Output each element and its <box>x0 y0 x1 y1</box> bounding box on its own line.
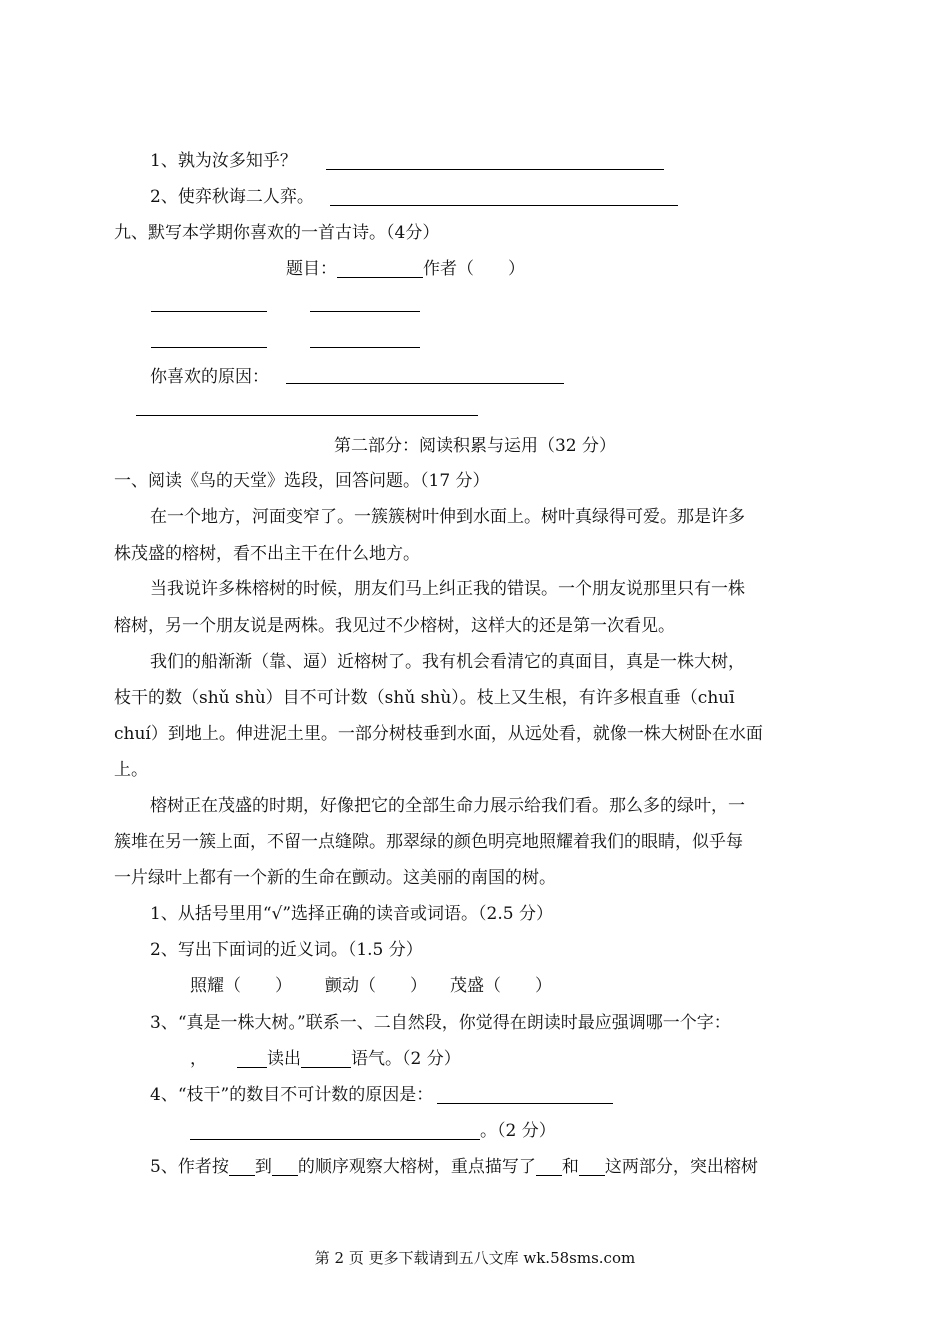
poem-line-2a-blank[interactable] <box>151 347 267 348</box>
reading-q1-heading: 一、阅读《鸟的天堂》选段，回答问题。（17 分） <box>114 471 490 491</box>
question-5-blank-1[interactable] <box>229 1158 255 1176</box>
passage-line-2: 株茂盛的榕树，看不出主干在什么地方。 <box>114 544 420 564</box>
passage-line-7: chuí）到地上。伸进泥土里。一部分树枝垂到水面，从远处看，就像一株大树卧在水面 <box>114 724 763 744</box>
question-4-score: 。（2 分） <box>480 1121 556 1141</box>
question-5-blank-3[interactable] <box>536 1158 562 1176</box>
question-2: 2、写出下面词的近义词。（1.5 分） <box>150 940 423 960</box>
passage-line-1: 在一个地方，河面变窄了。一簇簇树叶伸到水面上。树叶真绿得可爱。那是许多 <box>150 507 745 527</box>
poem-title-label: 题目： <box>286 259 337 279</box>
page-footer: 第 2 页 更多下载请到五八文库 wk.58sms.com <box>314 1249 636 1267</box>
question-4-continuation <box>190 1119 556 1143</box>
passage-line-4: 榕树，另一个朋友说是两株。我见过不少榕树，这样大的还是第一次看见。 <box>114 616 675 636</box>
q8-1-line <box>150 149 297 173</box>
passage-line-10: 簇堆在另一簇上面，不留一点缝隙。那翠绿的颜色明亮地照耀着我们的眼睛，似乎每 <box>114 832 743 852</box>
passage-line-5: 我们的船渐渐（靠、逼）近榕树了。我有机会看清它的真面目，真是一株大树， <box>150 652 745 672</box>
passage-line-11: 一片绿叶上都有一个新的生命在颤动。这美丽的南国的树。 <box>114 868 556 888</box>
passage-line-3: 当我说许多株榕树的时候，朋友们马上纠正我的错误。一个朋友说那里只有一株 <box>150 579 745 599</box>
poem-title-line <box>286 257 525 281</box>
reason-blank-1[interactable] <box>286 383 564 384</box>
question-5 <box>150 1155 758 1179</box>
question-3: 3、“真是一株大树。”联系一、二自然段，你觉得在朗读时最应强调哪一个字： <box>150 1013 731 1033</box>
question-1: 1、从括号里用“√”选择正确的读音或词语。（2.5 分） <box>150 904 553 924</box>
question-3-tone-blank[interactable] <box>301 1050 351 1068</box>
q8-2-answer-blank[interactable] <box>330 205 678 206</box>
question-4-blank-1[interactable] <box>437 1086 613 1104</box>
q8-1-answer-blank[interactable] <box>326 169 664 170</box>
poem-author-label: 作者（ ） <box>423 259 525 279</box>
question-5-part-b: 到 <box>254 1157 272 1177</box>
question-5-blank-4[interactable] <box>579 1158 605 1176</box>
synonym-word-3: 茂盛（ ） <box>450 976 552 996</box>
question-3-word-blank[interactable] <box>237 1050 267 1068</box>
poem-line-1b-blank[interactable] <box>310 311 420 312</box>
question-3-tone-label: 语气。（2 分） <box>351 1049 461 1069</box>
poem-title-blank[interactable] <box>337 260 423 278</box>
section9-heading: 九、默写本学期你喜欢的一首古诗。（4分） <box>114 223 440 243</box>
passage-line-6: 枝干的数（shǔ shù）目不可计数（shǔ shù）。枝上又生根，有许多根直垂（chuī <box>114 688 735 708</box>
q8-1-text: 1、孰为汝多知乎？ <box>150 151 297 171</box>
question-4-text: 4、“枝干”的数目不可计数的原因是： <box>150 1085 434 1105</box>
poem-line-2b-blank[interactable] <box>310 347 420 348</box>
question-3-read-label: 读出 <box>267 1049 301 1069</box>
question-4-blank-2[interactable] <box>190 1122 480 1140</box>
part2-heading: 第二部分：阅读积累与运用（32 分） <box>333 436 617 456</box>
synonym-word-2: 颤动（ ） <box>325 976 427 996</box>
question-5-part-a: 5、作者按 <box>150 1157 229 1177</box>
question-4 <box>150 1083 613 1107</box>
synonym-word-1: 照耀（ ） <box>190 976 292 996</box>
passage-line-8: 上。 <box>114 760 148 780</box>
reason-blank-2[interactable] <box>136 415 478 416</box>
question-5-part-c: 的顺序观察大榕树，重点描写了 <box>297 1157 536 1177</box>
question-5-part-e: 这两部分，突出榕树 <box>604 1157 758 1177</box>
question-3-comma: ， <box>190 1049 207 1069</box>
poem-line-1a-blank[interactable] <box>151 311 267 312</box>
reason-line <box>150 365 269 389</box>
question-3-answer-line <box>190 1047 461 1071</box>
question-5-part-d: 和 <box>561 1157 579 1177</box>
q8-2-line <box>150 185 314 209</box>
passage-line-9: 榕树正在茂盛的时期，好像把它的全部生命力展示给我们看。那么多的绿叶，一 <box>150 796 745 816</box>
reason-label: 你喜欢的原因： <box>150 367 269 387</box>
question-5-blank-2[interactable] <box>272 1158 298 1176</box>
q8-2-text: 2、使弈秋诲二人弈。 <box>150 187 314 207</box>
